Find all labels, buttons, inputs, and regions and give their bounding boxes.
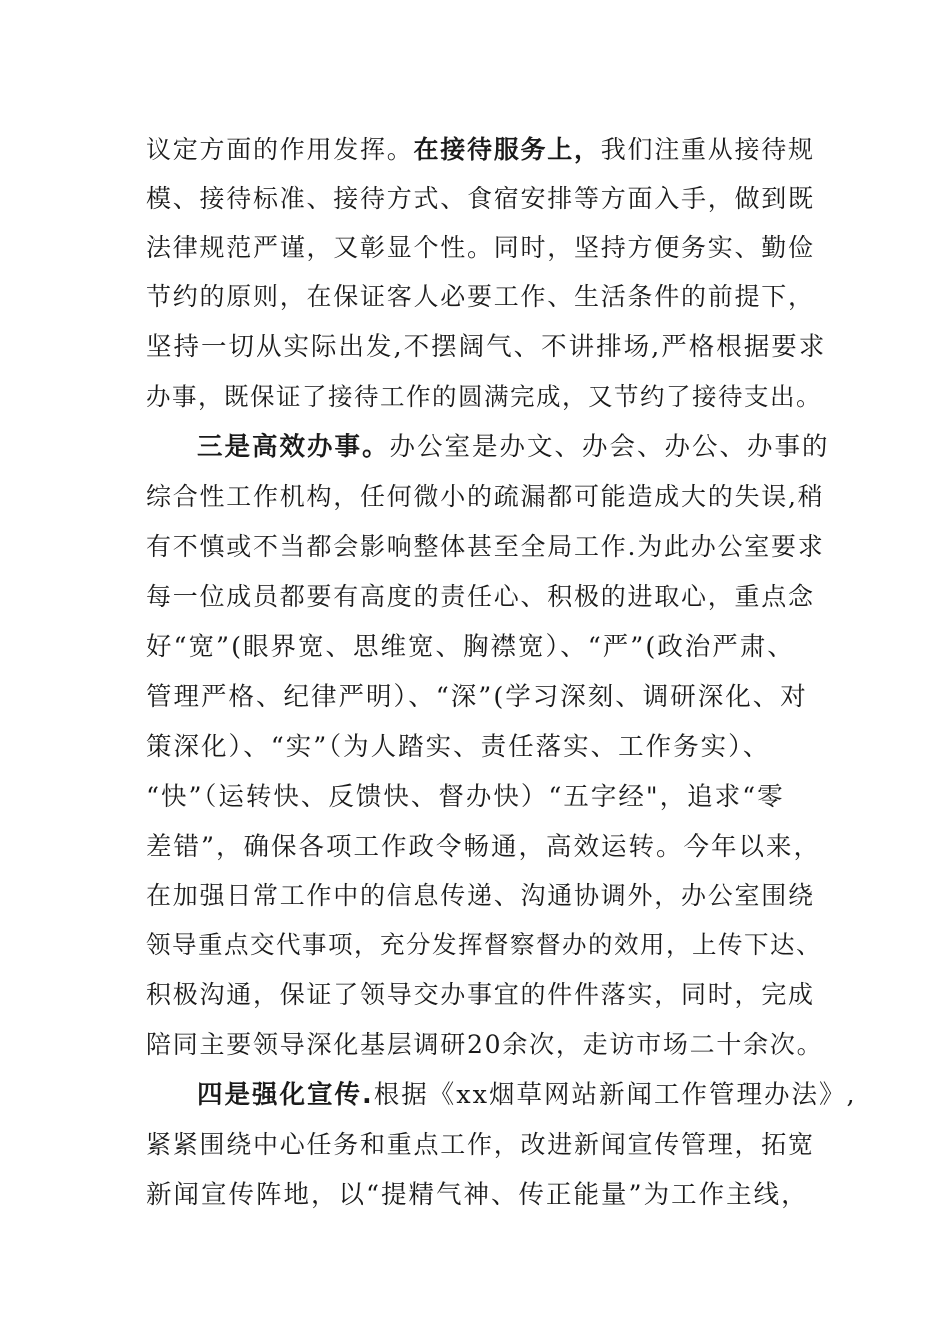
text-run: 每一位成员都要有高度的责任心、积极的进取心，重点念 bbox=[146, 582, 815, 611]
text-line bbox=[146, 1120, 826, 1170]
text-run: 新闻宣传阵地，以“提精气神、传正能量”为工作主线， bbox=[146, 1180, 809, 1210]
text-run: 策深化）、“实”（为人踏实、责任落实、工作务实）、 bbox=[146, 732, 771, 762]
text-run: 我们注重从接待规 bbox=[600, 135, 815, 164]
text-line bbox=[146, 822, 826, 872]
text-run: 议定方面的作用发挥。 bbox=[146, 135, 414, 164]
text-line bbox=[146, 1170, 826, 1220]
text-run: 好“宽”(眼界宽、思维宽、胸襟宽）、“严”(政治严肃、 bbox=[146, 632, 795, 662]
text-line bbox=[146, 722, 826, 772]
text-run: 积极沟通，保证了领导交办事宜的件件落实，同时，完成 bbox=[146, 980, 815, 1009]
text-run: 在加强日常工作中的信息传递、沟通协调外，办公室围绕 bbox=[146, 881, 815, 910]
text-run: 综合性工作机构，任何微小的疏漏都可能造成大的失误,稍 bbox=[146, 482, 825, 511]
text-line bbox=[146, 970, 826, 1020]
text-line bbox=[146, 522, 826, 572]
text-run: “快”（运转快、反馈快、督办快）“五字经"，追求“零 bbox=[146, 782, 785, 812]
text-line bbox=[146, 472, 826, 522]
text-line bbox=[146, 772, 826, 822]
text-run: 坚持一切从实际出发,不摆阔气、不讲排场,严格根据要求 bbox=[146, 332, 827, 362]
text-line bbox=[146, 125, 826, 175]
text-line bbox=[146, 622, 826, 672]
text-run: 有不慎或不当都会影响整体甚至全局工作.为此办公室要求 bbox=[146, 532, 825, 561]
text-line bbox=[146, 572, 826, 622]
text-line bbox=[146, 322, 826, 372]
text-line bbox=[146, 372, 826, 422]
text-line bbox=[197, 422, 877, 472]
text-run: 领导重点交代事项，充分发挥督察督办的效用，上传下达、 bbox=[146, 930, 822, 959]
bold-heading-run: 三是高效办事。 bbox=[197, 432, 390, 462]
text-line bbox=[146, 272, 826, 322]
bold-heading-run: 在接待服务上， bbox=[413, 135, 601, 164]
text-line bbox=[146, 174, 826, 224]
text-line bbox=[146, 920, 826, 970]
text-run: 节约的原则，在保证客人必要工作、生活条件的前提下， bbox=[146, 282, 815, 311]
text-run: 紧紧围绕中心任务和重点工作，改进新闻宣传管理，拓宽 bbox=[146, 1130, 815, 1159]
text-run: 办公室是办文、办会、办公、办事的 bbox=[389, 432, 830, 462]
text-line bbox=[146, 672, 826, 722]
text-run: 模、接待标准、接待方式、食宿安排等方面入手，做到既 bbox=[146, 184, 815, 213]
text-run: 陪同主要领导深化基层调研20余次，走访市场二十余次。 bbox=[146, 1030, 824, 1059]
text-line bbox=[197, 1070, 877, 1120]
bold-heading-run: 四是强化宣传. bbox=[197, 1080, 374, 1110]
text-run: 管理严格、纪律严明）、“深”(学习深刻、调研深化、对 bbox=[146, 682, 808, 712]
text-line bbox=[146, 223, 826, 273]
text-run: 办事，既保证了接待工作的圆满完成，又节约了接待支出。 bbox=[146, 382, 822, 411]
text-line bbox=[146, 1020, 826, 1070]
text-run: 差错”，确保各项工作政令畅通，高效运转。今年以来， bbox=[146, 832, 822, 862]
text-run: 根据《xx烟草网站新闻工作管理办法》, bbox=[373, 1080, 857, 1110]
text-line bbox=[146, 871, 826, 921]
text-run: 法律规范严谨，又彰显个性。同时，坚持方便务实、勤俭 bbox=[146, 233, 815, 262]
